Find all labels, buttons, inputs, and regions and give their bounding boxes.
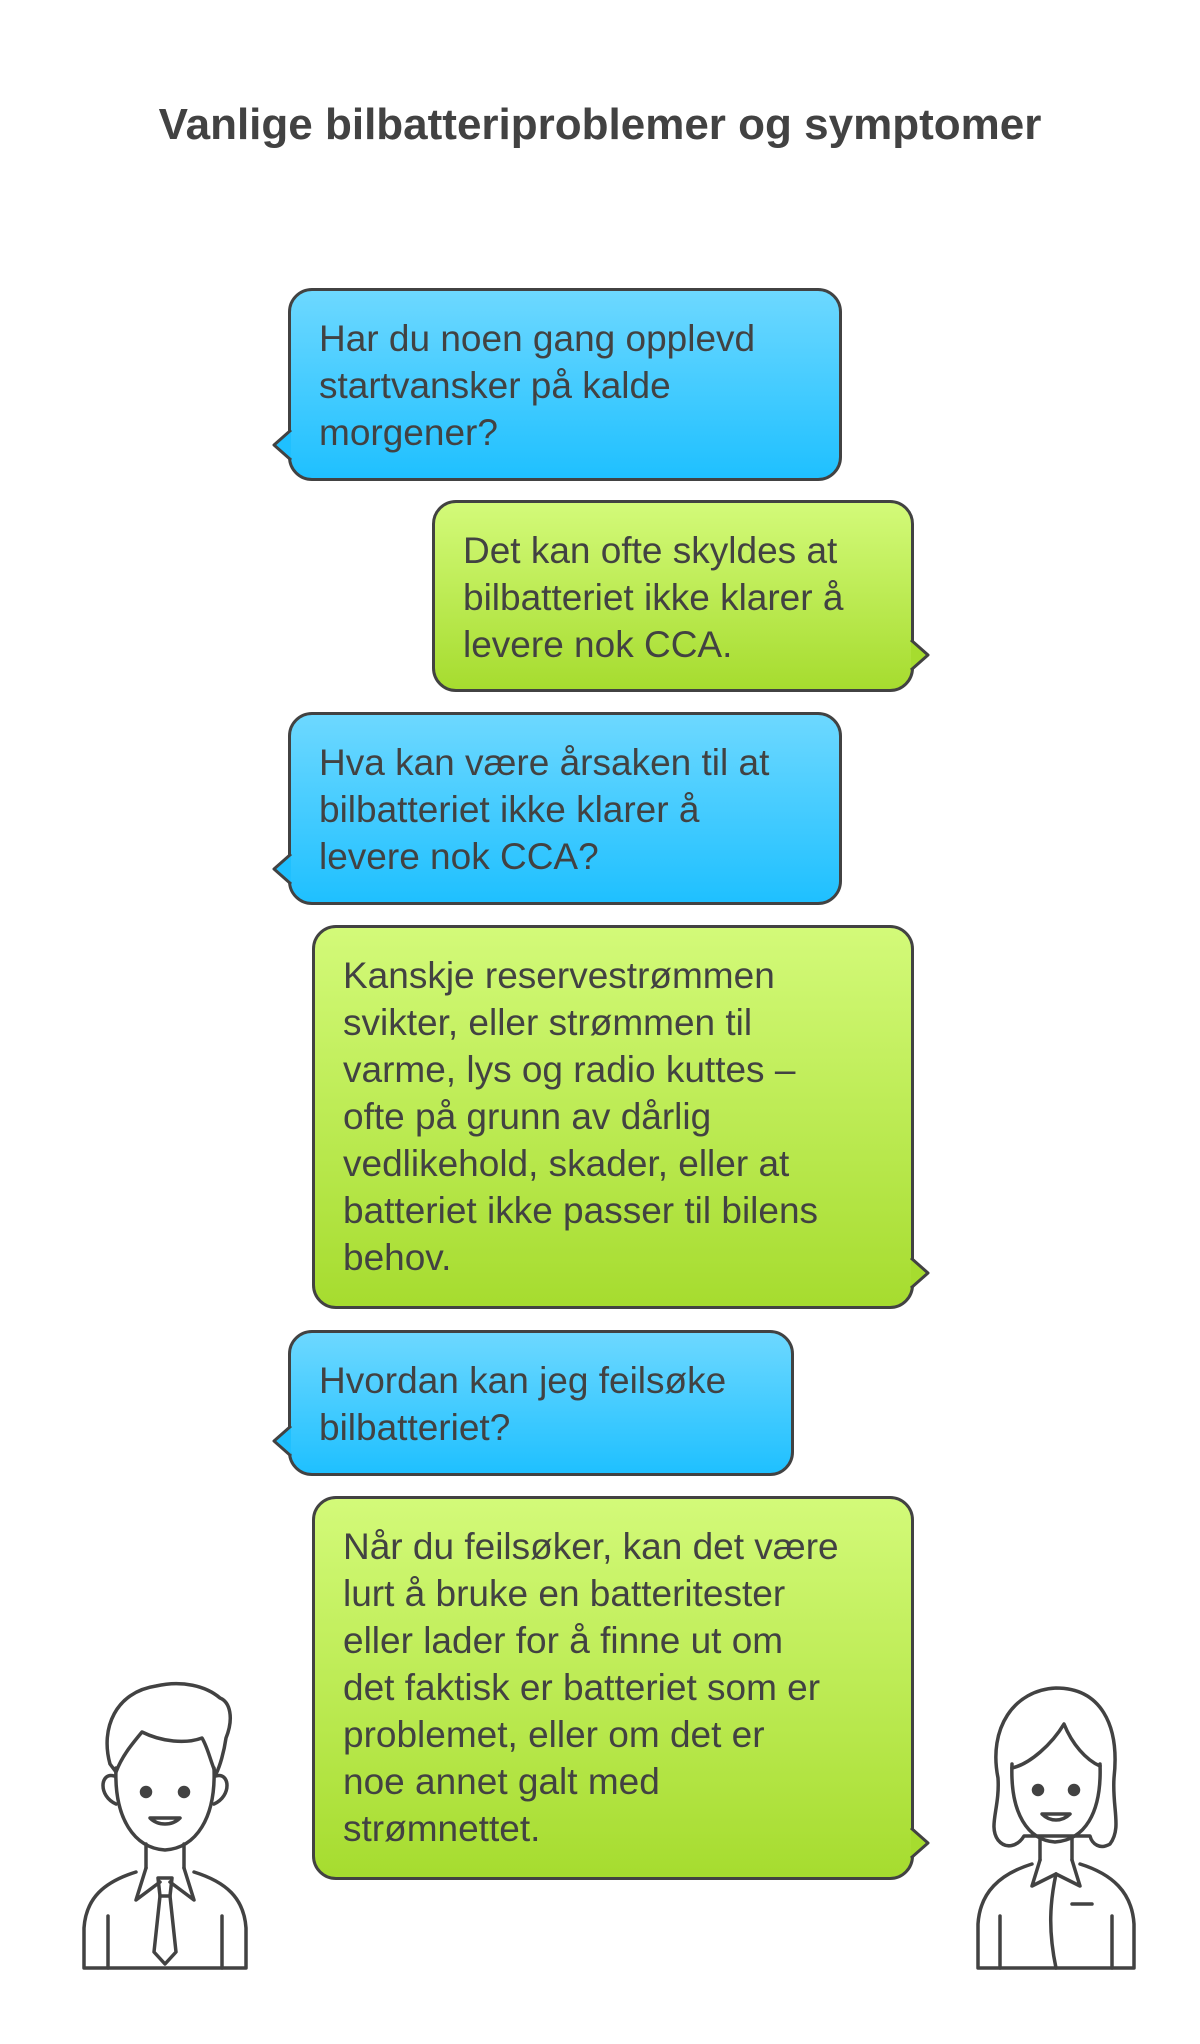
- bubble-tail-2: [908, 638, 932, 672]
- question-bubble-1: Har du noen gang opplevd startvansker på kalde morgener?: [288, 288, 842, 481]
- bubble-tail-1: [270, 428, 294, 462]
- bubble-tail-5: [270, 1424, 294, 1458]
- question-bubble-3: Hvordan kan jeg feilsøke bilbatteriet?: [288, 1330, 794, 1476]
- bubble-tail-3: [270, 852, 294, 886]
- diagram-title: Vanlige bilbatteriproblemer og symptomer: [158, 100, 1042, 149]
- bubble-tail-6: [908, 1826, 932, 1860]
- answer-bubble-2: Kanskje reservestrømmen svikter, eller strømmen til varme, lys og radio kuttes – ofte på grunn av dårlig vedlikehold, skader, eller at batteriet ikke passer til bilens behov.: [312, 925, 914, 1309]
- answer-bubble-3: Når du feilsøker, kan det være lurt å bruke en batteritester eller lader for å finne ut om det faktisk er batteriet som er problemet, eller om det er noe annet galt med strømnettet.: [312, 1496, 914, 1880]
- answer-bubble-1: Det kan ofte skyldes at bilbatteriet ikke klarer å levere nok CCA.: [432, 500, 914, 692]
- question-bubble-2: Hva kan være årsaken til at bilbatteriet ikke klarer å levere nok CCA?: [288, 712, 842, 905]
- woman-icon: [960, 1668, 1140, 1968]
- bubble-tail-4: [908, 1256, 932, 1290]
- man-with-tie-icon: [70, 1668, 250, 1968]
